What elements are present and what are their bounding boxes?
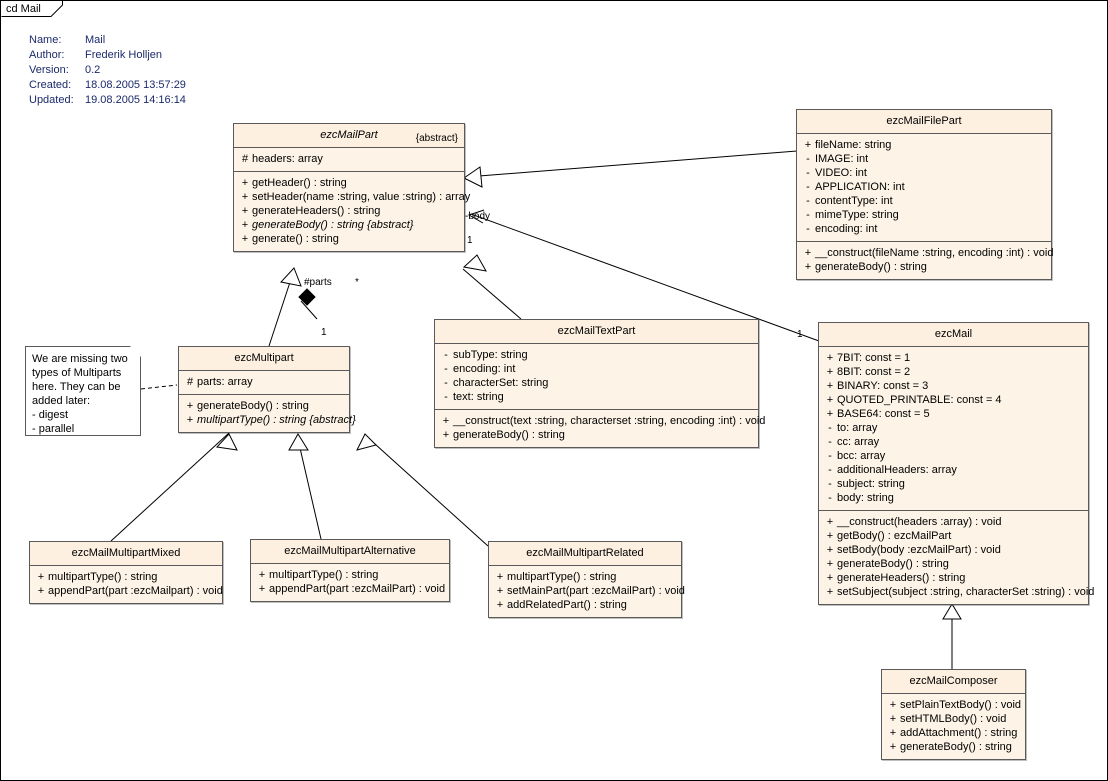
visibility-marker: +	[826, 586, 834, 598]
visibility-marker: +	[496, 599, 504, 611]
operation-text: appendPart(part :ezcMailpart) : void	[48, 585, 223, 597]
attribute-text: IMAGE: int	[815, 153, 869, 165]
attribute-row	[439, 362, 754, 376]
attribute-row	[238, 152, 460, 166]
attribute-row	[823, 421, 1084, 435]
visibility-marker: #	[186, 376, 194, 388]
operation-text: generateBody() : string	[815, 261, 927, 273]
edge-label-mail-multiplicity: 1	[797, 329, 803, 340]
visibility-marker: +	[442, 429, 450, 441]
edge-label-parts-role: #parts	[304, 277, 332, 288]
visibility-marker: +	[186, 400, 194, 412]
operations-ezcMailMultipartAlternative	[251, 564, 449, 601]
metadata-value: Mail	[85, 34, 106, 46]
edge-alternative-to-multipart	[297, 435, 321, 539]
attribute-text: QUOTED_PRINTABLE: const = 4	[837, 394, 1002, 406]
class-name-ezcMailPart: ezcMailPart	[320, 129, 378, 141]
visibility-marker: +	[442, 415, 450, 427]
operation-row	[183, 399, 345, 413]
metadata-row	[29, 34, 186, 49]
operation-row	[886, 712, 1021, 726]
visibility-marker: +	[804, 247, 812, 259]
operation-text: __construct(text :string, characterset :string, encoding :int) : void	[453, 415, 766, 427]
visibility-marker: +	[889, 699, 897, 711]
visibility-marker: -	[444, 391, 448, 403]
attribute-row	[439, 390, 754, 404]
class-ezcMailTextPart[interactable]	[434, 319, 766, 448]
arrowhead-generalization-multipart	[281, 268, 301, 286]
operation-row	[823, 529, 1084, 543]
class-ezcMail[interactable]	[818, 322, 1095, 605]
visibility-marker: -	[806, 181, 810, 193]
metadata-value: 0.2	[85, 64, 101, 76]
class-title-ezcMailFilePart	[797, 110, 1051, 133]
metadata-key: Name:	[29, 34, 62, 46]
visibility-marker: +	[241, 219, 249, 231]
class-ezcMailMultipartRelated[interactable]	[488, 541, 685, 618]
attribute-row	[823, 393, 1084, 407]
class-title-ezcMailComposer	[882, 670, 1025, 693]
visibility-marker: +	[889, 713, 897, 725]
attribute-row	[823, 491, 1084, 505]
visibility-marker: +	[496, 571, 504, 583]
diagram-frame-tab	[1, 1, 63, 17]
metadata-table	[29, 34, 186, 109]
operation-text: getHeader() : string	[252, 177, 347, 189]
operation-row	[238, 176, 460, 190]
note-corner-fold	[130, 346, 141, 357]
visibility-marker: +	[826, 572, 834, 584]
operation-row	[823, 585, 1095, 599]
operation-row	[823, 557, 1084, 571]
operation-row	[493, 570, 677, 584]
class-name-ezcMailFilePart: ezcMailFilePart	[886, 115, 962, 127]
operation-row	[886, 740, 1021, 754]
operation-row	[34, 570, 218, 584]
operation-text: setPlainTextBody() : void	[900, 699, 1022, 711]
visibility-marker: +	[826, 352, 834, 364]
attribute-row	[801, 152, 1047, 166]
class-ezcMailComposer[interactable]	[881, 669, 1026, 760]
attribute-row	[801, 180, 1047, 194]
operation-row	[183, 413, 356, 427]
attributes-ezcMailPart	[234, 148, 464, 171]
attribute-text: contentType: int	[815, 195, 893, 207]
visibility-marker: +	[889, 741, 897, 753]
visibility-marker: +	[826, 394, 834, 406]
attribute-row	[439, 376, 754, 390]
edge-multipart-to-mailpart	[269, 273, 293, 346]
attribute-text: 7BIT: const = 1	[837, 352, 911, 364]
class-name-ezcMailMultipartMixed: ezcMailMultipartMixed	[71, 547, 181, 559]
attribute-text: text: string	[453, 391, 504, 403]
operation-row	[823, 571, 1084, 585]
visibility-marker: +	[186, 414, 194, 426]
attribute-text: additionalHeaders: array	[837, 464, 957, 476]
visibility-marker: -	[806, 153, 810, 165]
class-ezcMailMultipartMixed[interactable]	[29, 541, 223, 604]
class-title-ezcMailTextPart	[435, 320, 758, 343]
operation-text: generateBody() : string	[837, 558, 949, 570]
metadata-row	[29, 79, 186, 94]
attribute-text: APPLICATION: int	[815, 181, 905, 193]
attribute-text: body: string	[837, 492, 894, 504]
visibility-marker: +	[889, 727, 897, 739]
arrowhead-generalization-filepart	[464, 167, 482, 187]
diagram-frame-label: cd Mail	[6, 3, 41, 15]
attribute-text: BASE64: const = 5	[837, 408, 930, 420]
visibility-marker: +	[241, 191, 249, 203]
visibility-marker: -	[444, 377, 448, 389]
attribute-text: BINARY: const = 3	[837, 380, 929, 392]
operation-text: setHTMLBody() : void	[900, 713, 1007, 725]
visibility-marker: +	[826, 408, 834, 420]
operation-text: setHeader(name :string, value :string) : array	[252, 191, 471, 203]
visibility-marker: -	[806, 209, 810, 221]
note-text: We are missing two types of Multiparts here. They can be added later: - digest - parallel	[32, 353, 128, 435]
visibility-marker: +	[804, 139, 812, 151]
diagram-metadata	[29, 34, 186, 109]
attribute-text: encoding: int	[815, 223, 878, 235]
operation-row	[238, 190, 471, 204]
attribute-text: parts: array	[197, 376, 253, 388]
operations-ezcMailMultipartRelated	[489, 566, 685, 617]
class-name-ezcMultipart: ezcMultipart	[234, 352, 294, 364]
metadata-key: Version:	[29, 64, 69, 76]
operations-ezcMailPart	[234, 172, 471, 251]
attribute-row	[823, 379, 1084, 393]
visibility-marker: -	[806, 195, 810, 207]
arrowhead-generalization-alternative	[289, 434, 308, 450]
visibility-marker: -	[828, 478, 832, 490]
attribute-row	[823, 477, 1084, 491]
operations-ezcMailComposer	[882, 694, 1025, 759]
class-title-ezcMailMultipartRelated	[489, 542, 681, 565]
attribute-row	[823, 435, 1084, 449]
operation-text: setMainPart(part :ezcMailPart) : void	[507, 585, 685, 597]
operation-text: getBody() : ezcMailPart	[837, 530, 952, 542]
edge-label-parts-multiplicity: *	[355, 277, 359, 288]
metadata-value: 19.08.2005 14:16:14	[85, 94, 186, 106]
operation-text: generateBody() : string	[900, 741, 1012, 753]
operation-text: __construct(fileName :string, encoding :int) : void	[815, 247, 1054, 259]
attribute-text: subject: string	[837, 478, 905, 490]
operations-ezcMultipart	[179, 395, 356, 432]
operation-text: generateHeaders() : string	[252, 205, 381, 217]
attributes-ezcMailTextPart	[435, 344, 758, 409]
visibility-marker: -	[828, 492, 832, 504]
operation-row	[34, 584, 223, 598]
arrowhead-generalization-related	[357, 434, 376, 450]
attribute-row	[801, 166, 1047, 180]
class-title-ezcMailMultipartAlternative	[251, 540, 449, 563]
operation-text: addAttachment() : string	[900, 727, 1018, 739]
class-name-ezcMailMultipartRelated: ezcMailMultipartRelated	[526, 547, 644, 559]
operation-row	[238, 218, 460, 232]
class-title-ezcMail	[819, 323, 1088, 346]
edge-filepart-to-mailpart	[479, 151, 797, 176]
attribute-text: VIDEO: int	[815, 167, 867, 179]
metadata-row	[29, 64, 186, 79]
visibility-marker: -	[806, 167, 810, 179]
class-ezcMailMultipartAlternative[interactable]	[250, 539, 450, 602]
operation-row	[238, 232, 460, 246]
operation-row	[439, 414, 766, 428]
arrowhead-generalization-textpart	[464, 255, 486, 271]
attribute-row	[823, 365, 1084, 379]
visibility-marker: -	[828, 464, 832, 476]
operation-row	[801, 246, 1054, 260]
attributes-ezcMailFilePart	[797, 134, 1051, 241]
edge-mailpart-parts-aggregation	[301, 301, 317, 319]
operation-text: appendPart(part :ezcMailPart) : void	[269, 583, 446, 595]
visibility-marker: +	[241, 177, 249, 189]
attribute-text: fileName: string	[815, 139, 892, 151]
visibility-marker: +	[37, 585, 45, 597]
edge-label-body-role: -body	[465, 211, 491, 222]
operation-row	[238, 204, 460, 218]
visibility-marker: +	[804, 261, 812, 273]
edge-textpart-to-mailpart	[463, 269, 521, 319]
metadata-key: Author:	[29, 49, 65, 61]
attribute-row	[801, 222, 1047, 236]
diamond-aggregation-parts	[299, 289, 315, 305]
class-ezcMultipart[interactable]	[178, 346, 356, 433]
class-ezcMailPart[interactable]	[233, 123, 471, 252]
arrowhead-generalization-mixed	[217, 434, 237, 450]
operations-ezcMailFilePart	[797, 242, 1054, 279]
visibility-marker: -	[828, 450, 832, 462]
class-title-ezcMultipart	[179, 347, 349, 370]
visibility-marker: +	[826, 380, 834, 392]
attribute-text: 8BIT: const = 2	[837, 366, 911, 378]
attribute-row	[823, 407, 1084, 421]
visibility-marker: -	[806, 223, 810, 235]
attributes-ezcMultipart	[179, 371, 349, 394]
metadata-value: Frederik Holljen	[85, 49, 163, 61]
operation-text: multipartType() : string	[269, 569, 379, 581]
arrowhead-generalization-composer	[943, 604, 961, 619]
operation-row	[886, 726, 1021, 740]
metadata-row	[29, 94, 186, 109]
class-name-ezcMail: ezcMail	[934, 328, 973, 340]
visibility-marker: +	[241, 205, 249, 217]
operation-text: generate() : string	[252, 233, 339, 245]
edge-mixed-to-multipart	[111, 433, 229, 541]
visibility-marker: +	[826, 544, 834, 556]
visibility-marker: -	[828, 422, 832, 434]
operation-row	[255, 582, 445, 596]
attribute-row	[823, 463, 1084, 477]
operation-row	[255, 568, 445, 582]
operation-row	[823, 515, 1084, 529]
operation-row	[493, 598, 677, 612]
visibility-marker: +	[826, 516, 834, 528]
operation-text: multipartType() : string {abstract}	[197, 414, 356, 426]
visibility-marker: +	[258, 569, 266, 581]
attribute-text: bcc: array	[837, 450, 886, 462]
attribute-text: characterSet: string	[453, 377, 549, 389]
attributes-ezcMail	[819, 347, 1088, 510]
class-ezcMailFilePart[interactable]	[796, 109, 1052, 280]
visibility-marker: +	[258, 583, 266, 595]
metadata-row	[29, 49, 186, 64]
edge-label-multipart-multiplicity: 1	[321, 327, 327, 338]
operation-text: multipartType() : string	[48, 571, 158, 583]
attribute-row	[801, 194, 1047, 208]
operation-row	[439, 428, 754, 442]
class-name-ezcMailTextPart: ezcMailTextPart	[557, 325, 636, 337]
attribute-text: to: array	[837, 422, 878, 434]
operation-text: generateBody() : string {abstract}	[252, 219, 414, 231]
operation-row	[886, 698, 1021, 712]
visibility-marker: -	[444, 349, 448, 361]
visibility-marker: +	[826, 530, 834, 542]
visibility-marker: +	[241, 233, 249, 245]
operation-text: generateBody() : string	[197, 400, 309, 412]
operation-row	[801, 260, 1047, 274]
class-title-ezcMailPart	[234, 124, 464, 147]
metadata-value: 18.08.2005 13:57:29	[85, 79, 186, 91]
attribute-text: cc: array	[837, 436, 880, 448]
operation-row	[823, 543, 1084, 557]
attribute-text: headers: array	[252, 153, 323, 165]
operation-text: generateBody() : string	[453, 429, 565, 441]
visibility-marker: #	[241, 153, 249, 165]
attribute-text: mimeType: string	[815, 209, 899, 221]
class-stereotype-ezcMailPart: {abstract}	[415, 133, 458, 144]
attribute-row	[823, 351, 1084, 365]
operations-ezcMailTextPart	[435, 410, 766, 447]
operation-row	[493, 584, 685, 598]
visibility-marker: +	[826, 558, 834, 570]
attribute-row	[183, 375, 345, 389]
attribute-row	[823, 449, 1084, 463]
visibility-marker: -	[444, 363, 448, 375]
attribute-row	[801, 208, 1047, 222]
visibility-marker: +	[496, 585, 504, 597]
operation-text: addRelatedPart() : string	[507, 599, 627, 611]
edge-label-body-multiplicity: 1	[467, 235, 473, 246]
operation-text: __construct(headers :array) : void	[837, 516, 1002, 528]
operations-ezcMailMultipartMixed	[30, 566, 222, 603]
attribute-row	[439, 348, 754, 362]
operation-text: multipartType() : string	[507, 571, 617, 583]
attribute-row	[801, 138, 1047, 152]
note-missing-multiparts	[25, 346, 141, 436]
class-name-ezcMailMultipartAlternative: ezcMailMultipartAlternative	[284, 545, 416, 557]
metadata-key: Created:	[29, 79, 72, 91]
metadata-key: Updated:	[29, 94, 74, 106]
visibility-marker: -	[828, 436, 832, 448]
visibility-marker: +	[826, 366, 834, 378]
edge-related-to-multipart	[365, 435, 488, 546]
class-title-ezcMailMultipartMixed	[30, 542, 222, 565]
class-name-ezcMailComposer: ezcMailComposer	[909, 675, 998, 687]
attribute-text: subType: string	[453, 349, 528, 361]
operation-text: setSubject(subject :string, characterSet :string) : void	[837, 586, 1095, 598]
operation-text: generateHeaders() : string	[837, 572, 966, 584]
operation-text: setBody(body :ezcMailPart) : void	[837, 544, 1001, 556]
visibility-marker: +	[37, 571, 45, 583]
edge-note-anchor	[141, 385, 177, 389]
operations-ezcMail	[819, 511, 1095, 604]
attribute-text: encoding: int	[453, 363, 516, 375]
